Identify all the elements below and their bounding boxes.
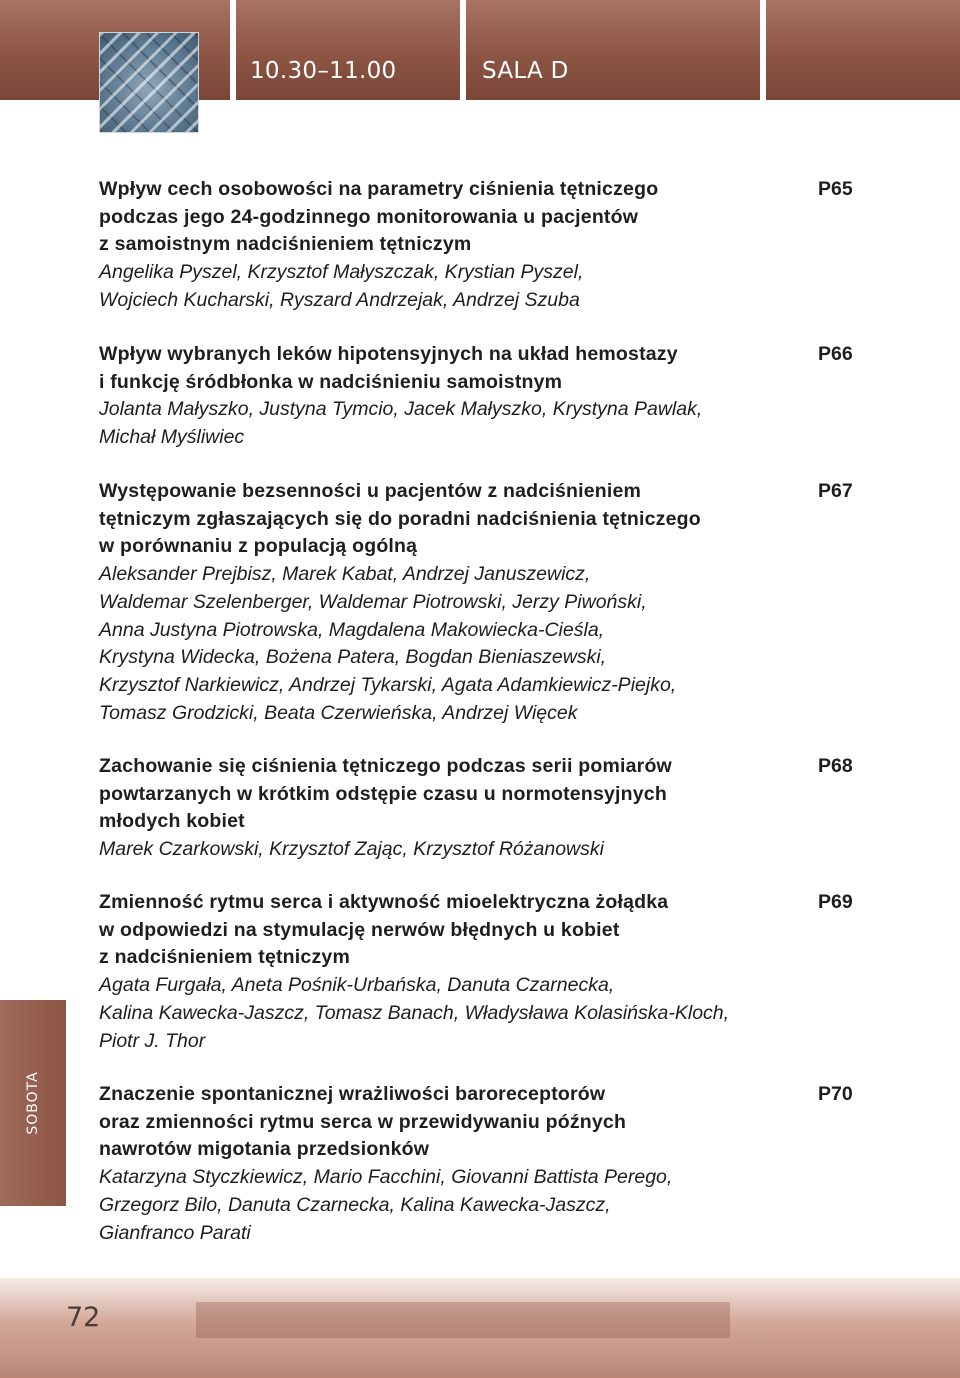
poster-authors: Agata Furgała, Aneta Pośnik-Urbańska, Danuta Czarnecka, Kalina Kawecka-Jaszcz, Tomasz Banach, Władysława Kolasińska-Kloch, Piotr J. Thor (99, 974, 730, 1052)
poster-entry (99, 341, 879, 452)
footer-band (0, 1278, 960, 1378)
poster-title: Wpływ wybranych leków hipotensyjnych na układ hemostazy i funkcję śródbłonka w nadciśnieniu samoistnym (99, 343, 678, 393)
poster-entry (99, 478, 879, 727)
footer-bar (196, 1302, 730, 1338)
poster-entry (99, 753, 879, 864)
poster-entry (99, 176, 879, 315)
poster-code: P66 (818, 343, 853, 365)
poster-authors: Angelika Pyszel, Krzysztof Małyszczak, Krystian Pyszel, Wojciech Kucharski, Ryszard Andrzejak, Andrzej Szuba (99, 261, 584, 311)
poster-authors: Aleksander Prejbisz, Marek Kabat, Andrzej Januszewicz, Waldemar Szelenberger, Waldemar Piotrowski, Jerzy Piwoński, Anna Justyna Piotrowska, Magdalena Makowiecka-Cieśla, Krystyna Widecka, Bożena Patera, Bogdan Bieniaszewski, Krzysztof Narkiewicz, Andrzej Tykarski, Agata Adamkiewicz-Piejko, Tomasz Grodzicki, Beata Czerwieńska, Andrzej Więcek (99, 563, 677, 724)
conference-logo-image (99, 32, 199, 133)
poster-authors: Jolanta Małyszko, Justyna Tymcio, Jacek Małyszko, Krystyna Pawlak, Michał Myśliwiec (99, 398, 703, 449)
poster-title: Wpływ cech osobowości na parametry ciśnienia tętniczego podczas jego 24-godzinnego monitorowania u pacjentów z samoistnym nadciśnieniem tętniczym (99, 178, 659, 256)
poster-code: P69 (818, 891, 853, 913)
page-number: 72 (66, 1302, 101, 1333)
header-band-right (766, 0, 960, 100)
poster-code: P68 (818, 755, 853, 777)
session-time: 10.30–11.00 (250, 58, 397, 84)
session-room: SALA D (482, 58, 569, 84)
poster-code: P70 (818, 1083, 853, 1105)
poster-title: Zmienność rytmu serca i aktywność mioelektryczna żołądka w odpowiedzi na stymulację nerwów błędnych u kobiet z nadciśnieniem tętniczym (99, 891, 669, 969)
poster-entry (99, 1081, 879, 1247)
header-time-block (236, 0, 460, 100)
poster-authors: Marek Czarkowski, Krzysztof Zając, Krzysztof Różanowski (99, 838, 604, 861)
day-side-tab (0, 1000, 66, 1206)
poster-entry (99, 889, 879, 1055)
header-room-block (466, 0, 760, 100)
poster-title: Zachowanie się ciśnienia tętniczego podczas serii pomiarów powtarzanych w krótkim odstępie czasu u normotensyjnych młodych kobiet (99, 755, 672, 833)
poster-code: P67 (818, 480, 853, 502)
poster-title: Znaczenie spontanicznej wrażliwości baroreceptorów oraz zmienności rytmu serca w przewidywaniu późnych nawrotów migotania przedsionków (99, 1083, 627, 1161)
day-label: SOBOTA (25, 1071, 41, 1135)
poster-authors: Katarzyna Styczkiewicz, Mario Facchini, Giovanni Battista Perego, Grzegorz Bilo, Danuta Czarnecka, Kalina Kawecka-Jaszcz, Gianfranco Parati (99, 1166, 673, 1244)
poster-code: P65 (818, 178, 853, 200)
poster-title: Występowanie bezsenności u pacjentów z nadciśnieniem tętniczym zgłaszających się do poradni nadciśnienia tętniczego w porównaniu z populacją ogólną (99, 480, 701, 558)
